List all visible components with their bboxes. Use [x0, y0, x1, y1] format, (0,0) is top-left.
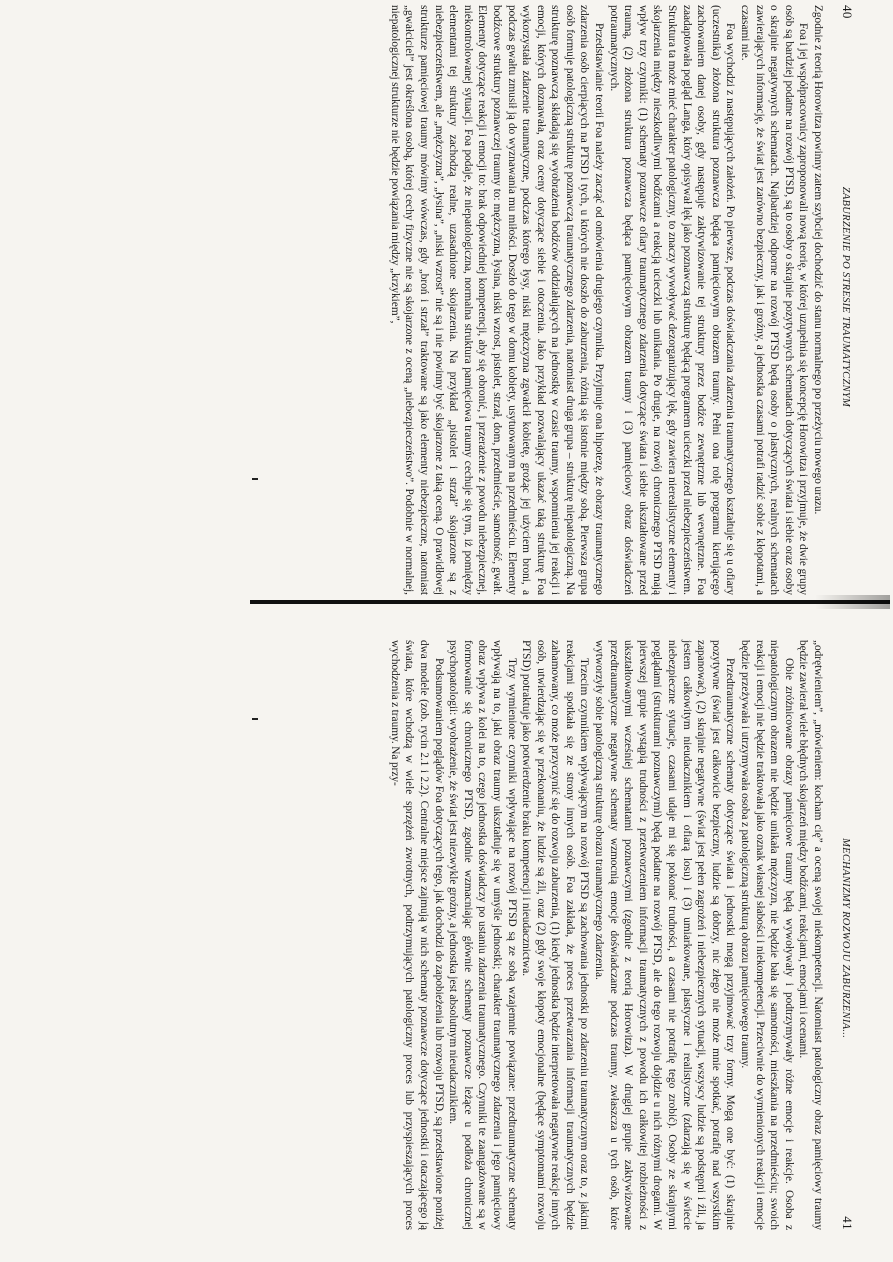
body-text	[387, 5, 825, 595]
paragraph: Przedstawianie teorii Foa należy zacząć od omówienia drugiego czynnika. Przyjmuje ona hipotezę, że obrazy traumatycznego zdarzenia osób cierpiących na PTSD i tych, u których nie doszło do zaburzenia, różnią się istotnie między sobą. Pierwsza grupa osób formuje patologiczną strukturę poznawczą traumatycznego zdarzenia, natomiast druga grupa – strukturę niepatologiczną. Na strukturę poznawczą składają się wyobrażenia bodźców oddziałujących na jednostkę w czasie traumy, wspomnienia jej reakcji i emocji, których doznawała, oraz oceny dotyczące siebie i otoczenia. Jako przykład pozwalający ukazać taką strukturę Foa wykorzystała zdarzenie traumatyczne, podczas którego łysy, niski mężczyzna zgwałcił kobietę, grożąc jej użyciem broni, a podczas gwałtu zmusił ją do wyznawania mu miłości. Doszło do tego w domu kobiety, usytuowanym na przedmieściu. Elementy bodźcowe struktury poznawczej traumy to: mężczyzna, łysina, niski wzrost, pistolet, strzał, dom, przedmieście, samotność, gwałt. Elementy dotyczące reakcji i emocji to: brak odpowiedniej kompetencji, aby się obronić, i przerażenie z powodu niebezpiecznej, niekontrolowanej sytuacji. Foa podaje, że niepatologiczna, normalna struktura pamięciowa traumy cechuje się tym, iż pomiędzy elementami tej struktury zachodzą realne, uzasadnione skojarzenia. Na przykład „pistolet i strzał” skojarzone są z niebezpieczeństwem, ale „mężczyzna”, „łysina”, „niski wzrost” nie są i nie powinny być skojarzone z taką oceną. O prawidłowej strukturze pamięciowej traumy mówimy wówczas, gdy „broń i strzał” traktowane są jako elementy niebezpieczne, natomiast „gwałciciel” jest określona osobą, której cechy fizyczne nie są skojarzone z oceną „niebezpieczeństwo”. Podobnie w normalnej, niepatologicznej strukturze nie będzie powiązania między „krzykiem”,	[388, 5, 606, 595]
paragraph: Foa i jej współpracownicy zaproponowali nową teorię, w której uzupełnia się koncepcję Horowitza i przyjmuje, że dwie grupy osób są bardziej podatne na rozwój PTSD, są to osoby o skrajnie pozytywnych schematach dotyczących świata i siebie oraz osoby o skrajnie negatywnych schematach. Najbardziej odporne na rozwój PTSD będą osoby o plastycznych, realnych schematach zawierających informację, że świat jest zarówno bezpieczny, jak i groźny, a jednostka czasami potrafi radzić sobie z kłopotami, a czasami nie.	[739, 5, 810, 595]
gutter-shadow	[815, 595, 890, 609]
running-head: MECHANIZMY ROZWOJU ZABURZENIA...	[840, 838, 851, 1039]
page-header	[831, 5, 855, 595]
paragraph: „odrętwieniem”, „mówieniem: kocham cię” a oceną swojej niekompetencji. Natomiast patologiczny obraz pamięciowy traumy będzie zawierał wiele błędnych skojarzeń między bodźcami, reakcjami, emocjami i ocenami.	[797, 640, 824, 1230]
paragraph: Trzecim czynnikiem wpływającym na rozwój PTSD są zachowania jednostki po zdarzeniu traumatycznym oraz to, z jakimi reakcjami spotkała się ze strony innych osób. Foa zakłada, że proces przetwarzania informacji traumatycznych będzie zahamowany, co może przyczynić się do rozwoju zaburzenia, (1) kiedy jednostka będzie interpretowała negatywne reakcje innych osób, utwierdzając się w przekonaniu, że ludzie są źli, oraz (2) gdy swoje kłopoty emocjonalne (będące symptomami rozwoju PTSD) potraktuje jako potwierdzenie braku kompetencji i nieudacznictwa.	[520, 640, 591, 1230]
paragraph: Foa wychodzi z następujących założeń. Po pierwsze, podczas doświadczania zdarzenia traumatycznego kształtuje się u ofiary (uczestnika) złożona struktura poznawcza będąca pamięciowym obrazem traumy. Pełni ona rolę programu kierującego zachowaniem danej osoby, gdy następuje zaktywizowanie tej struktury przez bodźce zewnętrzne lub wewnętrzne. Foa zaadaptowała pogląd Langa, który opisywał lęk jako poznawczą strukturę będącą programem ucieczki przed niebezpieczeństwem. Struktura ta może mieć charakter patologiczny, to znaczy wywoływać dezorganizujący lęk, gdy zawiera nierealistyczne elementy i skojarzenia między nieszkodliwymi bodźcami a reakcją ucieczki lub unikania. Po drugie, na rozwój chronicznego PTSD mają wpływ trzy czynniki: (1) schematy poznawcze ofiary traumatycznego zdarzenia dotyczące świata i siebie ukształtowane przed traumą, (2) złożona struktura poznawcza będąca pamięciowym obrazem traumy i (3) pamięciowy obraz doświadczeń potraumatycznych.	[607, 5, 737, 595]
page-header	[831, 640, 855, 1230]
book-gutter	[250, 600, 890, 604]
page-41	[35, 640, 855, 1230]
scan-speck	[252, 478, 258, 480]
paragraph: Obie zróżnicowane obrazy pamięciowe traumy będą wywoływały i podtrzymywały różne emocje i reakcje. Osoba z niepatologicznym obrazem nie będzie unikała mężczyzn, nie będzie bała się samotności, mieszkania na przedmieściu; swoich reakcji i emocji nie będzie traktowała jako oznak własnej słabości i niekompetencji. Przeciwnie do wymienionych reakcji i emocje będzie przeżywała i utrzymywała osoba z patologiczną strukturą obrazu pamięciowego traumy.	[739, 640, 795, 1230]
body-text	[387, 640, 825, 1230]
page-40	[35, 5, 855, 595]
paragraph: Trzy wymienione czynniki wpływające na rozwój PTSD są ze sobą wzajemnie powiązane: przedtraumatyczne schematy wpływają na to, jaki obraz traumy ukształtuje się w umyśle jednostki; charakter traumatycznego zdarzenia i jego pamięciowy obraz wpływa z kolei na to, czego jednostka doświadczy po ustaniu zdarzenia traumatycznego. Czynniki te zaangażowane są w formowanie się chronicznego PTSD, zgodnie wzmacniając głównie schematy poznawcze leżące u podłoża chronicznej psychopatologii: wyobrażenie, że świat jest niezwykle groźny, a jednostka jest absolutnym nieudacznikiem.	[447, 640, 518, 1230]
running-head: ZABURZENIE PO STRESIE TRAUMATYCZNYM	[840, 186, 851, 408]
paragraph: Zgodnie z teorią Horowitza powinny zatem szybciej dochodzić do stanu normalnego po przeżyciu nowego urazu.	[812, 5, 824, 515]
paragraph: Przedtraumatyczne schematy dotyczące świata i jednostki mogą przyjmować trzy formy. Mogą one być: (1) skrajnie pozytywne (świat jest całkowicie bezpieczny, ludzie są dobrzy, nic złego nie może mnie spotkać, potrafię nad wszystkim zapanować), (2) skrajnie negatywne (świat jest pełen zagrożeń i niebezpiecznych sytuacji, wszyscy ludzie są podstępni i źli, ja jestem całkowitym nieudacznikiem i ofiarą losu) i (3) umiarkowane, plastyczne i realistyczne (zdarzają się w świecie niebezpieczne sytuacje, czasami udaje mi się pokonać trudności, a czasami nie potrafię tego zrobić). Osoby ze skrajnymi poglądami (strukturami poznawczymi) będą podatne na rozwój PTSD, ale do tego rozwoju dojdzie u nich różnymi drogami. W pierwszej grupie wystąpią trudności z przetworzeniem informacji traumatycznych z powodu ich całkowitej rozbieżności z ukształtowanymi wcześniej schematami poznawczymi (zgodnie z teorią Horowitza). W drugiej grupie zaktywizowane przedtraumatyczne negatywne schematy wzmocnią emocje doświadczane podczas traumy, zwłaszcza u tych osób, które wytworzyły sobie patologiczną strukturę obrazu traumatycznego zdarzenia.	[593, 640, 737, 1230]
paragraph: Podsumowaniem poglądów Foa dotyczących tego, jak dochodzi do zapobieżenia lub rozwoju PTSD, są przedstawione poniżej dwa modele (zob. rycin 2.1 i 2.2). Centralne miejsce zajmują w nich schematy poznawcze dotyczące jednostki i otaczającego ją świata, które wchodzą w wiele sprzężeń zwrotnych, podtrzymujących patologiczny proces lub przyspieszających proces wychodzenia z traumy. Na przy-	[388, 640, 445, 1230]
page-number: 41	[840, 1216, 855, 1230]
page-number: 40	[840, 5, 855, 19]
